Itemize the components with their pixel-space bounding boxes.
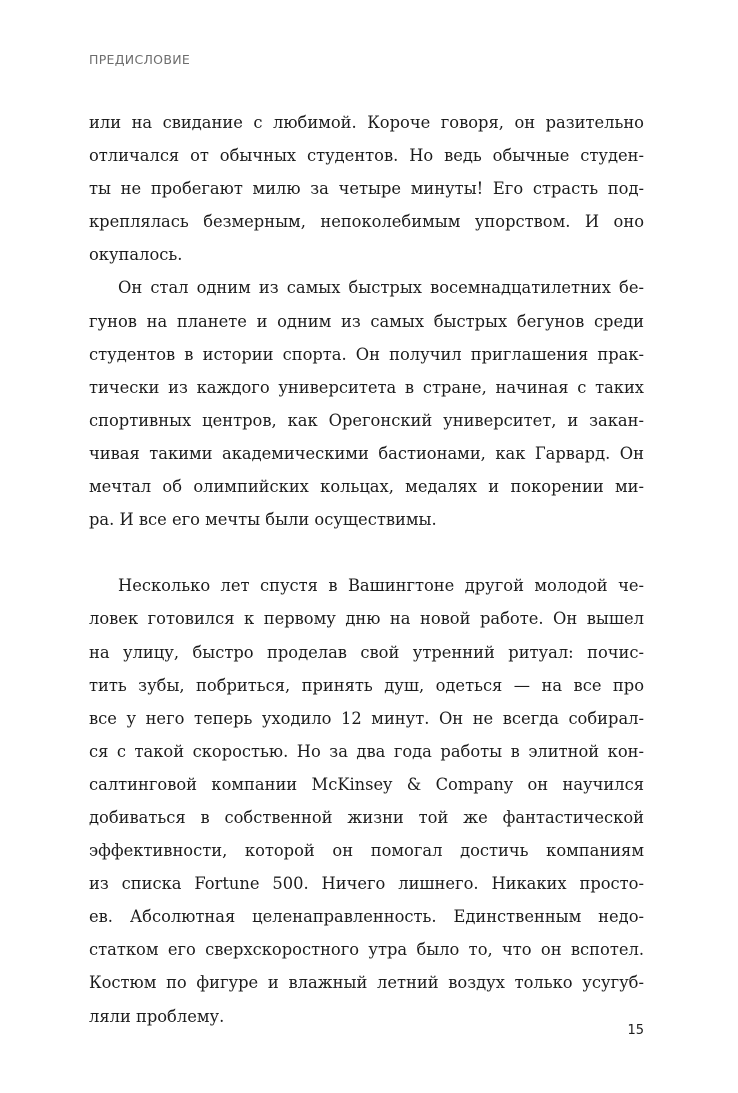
text-line: ся с такой скоростью. Но за два года работы в элитной кон- <box>89 741 644 761</box>
text-line: тически из каждого университета в стране, начиная с таких <box>89 377 644 397</box>
text-line: Он стал одним из самых быстрых восемнадцатилетних бе- <box>118 278 644 298</box>
text-line: статком его сверхскоростного утра было то, что он вспотел. <box>89 940 644 960</box>
running-head-title: ПРЕДИСЛОВИЕ <box>89 52 191 67</box>
text-line: или на свидание с любимой. Короче говоря, он разительно <box>89 113 644 132</box>
text-line: студентов в истории спорта. Он получил приглашения прак- <box>89 344 644 364</box>
text-line: креплялась безмерным, непоколебимым упорством. И оно <box>89 212 644 232</box>
text-line: из списка Fortune 500. Ничего лишнего. Никаких просто- <box>89 874 644 894</box>
text-line: добиваться в собственной жизни той же фантастической <box>89 807 644 827</box>
paragraph <box>89 106 644 271</box>
text-line: Костюм по фигуре и влажный летний воздух только усугуб- <box>89 973 644 993</box>
paragraph <box>89 271 644 536</box>
text-line: ты не пробегают милю за четыре минуты! Его страсть под- <box>89 179 644 199</box>
text-line: ев. Абсолютная целенаправленность. Единственным недо- <box>89 907 644 927</box>
text-line: на улицу, быстро проделав свой утренний ритуал: почис- <box>89 642 644 662</box>
text-line: салтинговой компании McKinsey & Company он научился <box>89 774 644 794</box>
section-break <box>89 536 644 569</box>
text-line: гунов на планете и одним из самых быстрых бегунов среди <box>89 311 644 331</box>
page-number: 15 <box>627 1023 644 1038</box>
text-line: Несколько лет спустя в Вашингтоне другой молодой че- <box>118 576 644 596</box>
body-text <box>89 106 644 1033</box>
text-line: спортивных центров, как Орегонский университет, и закан- <box>89 410 644 430</box>
text-line: чивая такими академическими бастионами, как Гарвард. Он <box>89 443 644 463</box>
text-line: все у него теперь уходило 12 минут. Он не всегда собирал- <box>89 708 644 728</box>
text-line: окупалось. <box>89 245 183 265</box>
text-line: ра. И все его мечты были осуществимы. <box>89 510 437 530</box>
text-line: ляли проблему. <box>89 1006 225 1026</box>
text-line: тить зубы, побриться, принять душ, одеться — на все про <box>89 675 644 695</box>
text-line: ловек готовился к первому дню на новой работе. Он вышел <box>89 609 644 629</box>
paragraph <box>89 569 644 1032</box>
text-line: мечтал об олимпийских кольцах, медалях и покорении ми- <box>89 477 644 497</box>
text-line: эффективности, которой он помогал достичь компаниям <box>89 841 644 861</box>
text-line: отличался от обычных студентов. Но ведь обычные студен- <box>89 146 644 166</box>
